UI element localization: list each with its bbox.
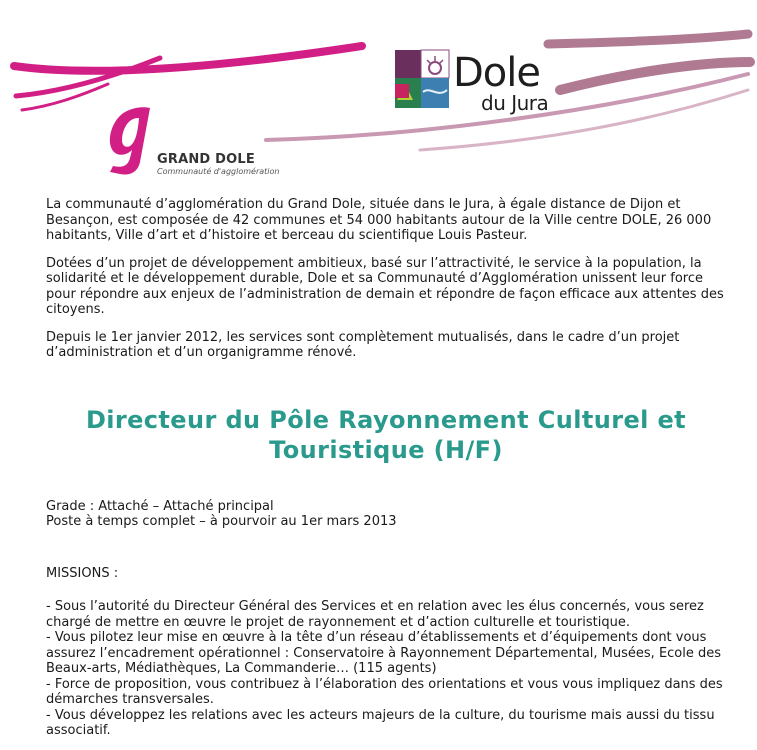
missions-heading: MISSIONS :: [46, 565, 119, 581]
poste-line: Poste à temps complet – à pourvoir au 1er mars 2013: [46, 514, 397, 529]
mission-item: - Vous développez les relations avec les acteurs majeurs de la culture, du tourisme mais aussi du tissu associatif.: [46, 707, 715, 738]
mission-item: - Sous l’autorité du Directeur Général des Services et en relation avec les élus concernés, vous serez chargé de mettre en œuvre le projet de rayonnement et d’action culturelle et touristique.: [46, 599, 704, 630]
missions-list: [46, 599, 726, 739]
swoosh-mauve-2: [560, 62, 750, 90]
grand-dole-subtitle: Communauté d'agglomération: [157, 167, 280, 176]
swoosh-magenta-1: [14, 46, 362, 71]
intro-paragraph-2: Dotées d’un projet de développement ambitieux, basé sur l’attractivité, le service à la population, la solidarité et le développement durable, Dole et sa Communauté d’Agglomération unissent leur force pour répondre aux enjeux de l’administration de demain et répondre de façon efficace aux attentes des citoyens.: [46, 255, 724, 317]
grand-dole-name: GRAND DOLE: [157, 152, 255, 167]
grade-line: Grade : Attaché – Attaché principal: [46, 498, 274, 514]
dole-subtitle: du Jura: [481, 91, 549, 115]
document-body: [46, 197, 726, 739]
swoosh-mauve-4: [420, 90, 748, 150]
job-title: Directeur du Pôle Rayonnement Culturel et Touristique (H/F): [85, 405, 687, 464]
header-banner: [0, 0, 757, 190]
mission-item: - Vous pilotez leur mise en œuvre à la tête d’un réseau d’établissements et d’équipements dont vous assurez l’encadrement opérationnel : Conservatoire à Rayonnement Départemental, Musées, Ecole des Beaux-arts, Médiathèques, La Commanderie… (115 agents): [46, 630, 722, 676]
decorative-swooshes: [0, 0, 757, 190]
mission-item: - Force de proposition, vous contribuez à l’élaboration des orientations et vous vous impliquez dans des démarches transversales.: [46, 676, 723, 707]
intro-paragraph-1: La communauté d’agglomération du Grand Dole, située dans le Jura, à égale distance de Dijon et Besançon, est composée de 42 communes et 54 000 habitants autour de la Ville centre DOLE, 26 000 habitants, Ville d’art et d’histoire et berceau du scientifique Louis Pasteur.: [46, 197, 712, 243]
swoosh-mauve-1: [548, 34, 748, 44]
intro-paragraph-3: Depuis le 1er janvier 2012, les services sont complètement mutualisés, dans le cadre d’un projet d’administration et d’un organigramme rénové.: [46, 329, 680, 360]
grand-dole-logo-icon: [110, 107, 150, 174]
swoosh-magenta-2: [16, 58, 160, 96]
dole-name: Dole: [453, 50, 540, 96]
dole-jura-logo-icon: [395, 50, 449, 108]
